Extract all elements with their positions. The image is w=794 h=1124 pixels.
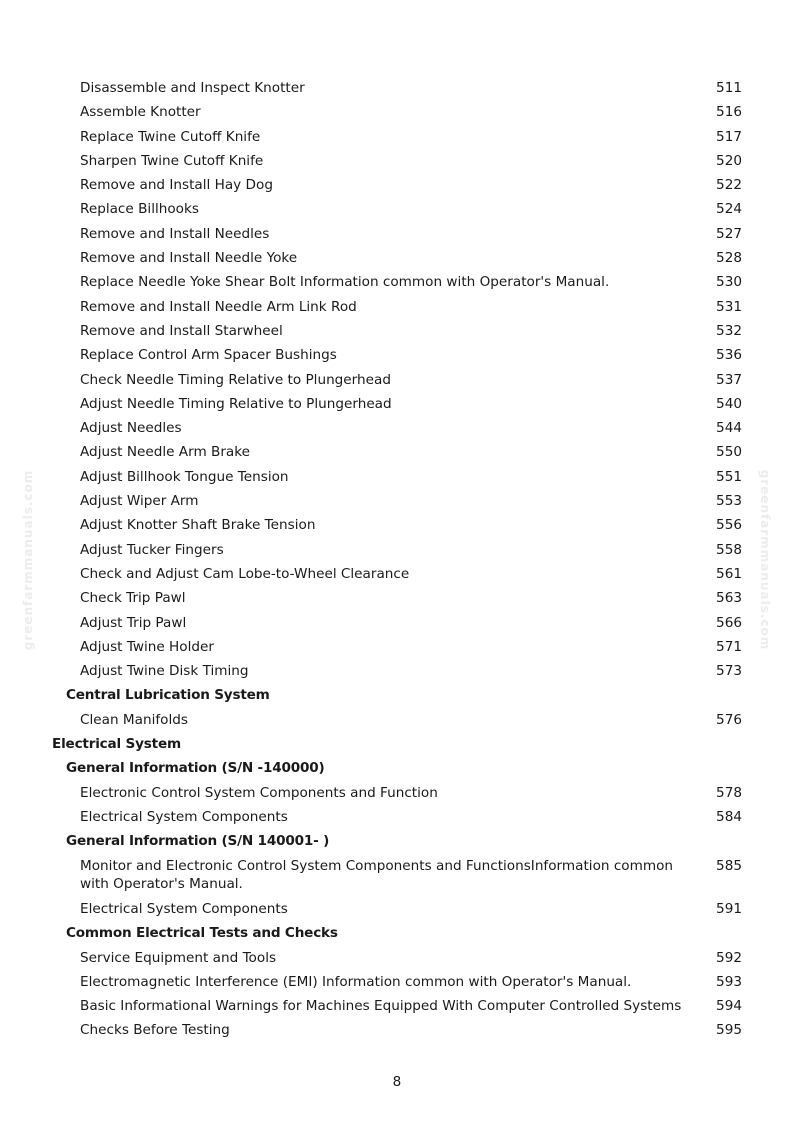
toc-entry-page: 516 [716,104,742,121]
toc-entry-page: 573 [716,663,742,680]
toc-entry-title: Replace Needle Yoke Shear Bolt Information common with Operator's Manual. [80,274,610,291]
toc-entry[interactable] [0,897,794,921]
toc-entry-page: 531 [716,298,742,315]
toc-entry[interactable] [0,100,794,124]
toc-entry-page: 594 [716,998,742,1015]
toc-entry-title: Check and Adjust Cam Lobe-to-Wheel Clearance [80,565,410,582]
toc-entry-title: Adjust Needle Timing Relative to Plungerhead [80,395,392,412]
toc-entry-title: Remove and Install Starwheel [80,322,283,339]
toc-entry-title: Adjust Wiper Arm [80,493,199,510]
toc-entry[interactable] [0,416,794,440]
toc-entry-page: 517 [716,128,742,145]
toc-entry[interactable] [0,270,794,294]
toc-entry-title: Adjust Needle Arm Brake [80,444,251,461]
toc-entry-title: Checks Before Testing [80,1022,230,1039]
toc-entry-title: Electrical System Components [80,808,288,825]
toc-entry[interactable] [0,513,794,537]
toc-entry[interactable] [0,805,794,829]
toc-entry[interactable] [0,586,794,610]
toc-entry-page: 522 [716,177,742,194]
toc-entry-title: Remove and Install Needle Yoke [80,250,298,267]
toc-entry-page: 566 [716,614,742,631]
toc-entry[interactable] [0,392,794,416]
toc-entry[interactable] [0,125,794,149]
toc-entry-page: 550 [716,444,742,461]
toc-entry[interactable] [0,197,794,221]
toc-entry-title: Adjust Needles [80,420,182,437]
toc-entry[interactable] [0,295,794,319]
toc-entry[interactable] [0,781,794,805]
toc-entry-title: General Information (S/N -140000) [66,760,325,777]
toc-entry-title: Central Lubrication System [66,687,270,704]
toc-entry-page: 520 [716,152,742,169]
toc-entry-title: Adjust Knotter Shaft Brake Tension [80,517,316,534]
toc-entry[interactable] [0,246,794,270]
page-number: 8 [392,1074,402,1090]
toc-entry-title: Adjust Billhook Tongue Tension [80,468,289,485]
toc-entry[interactable] [0,854,794,898]
toc-entry[interactable] [0,173,794,197]
toc-entry[interactable] [0,946,794,970]
toc-entry-page: 536 [716,347,742,364]
toc-entry[interactable] [0,343,794,367]
toc-entry-title: Replace Billhooks [80,201,199,218]
toc-entry-page: 527 [716,225,742,242]
toc-entry-title: Basic Informational Warnings for Machines Equipped With Computer Controlled Systems [80,998,682,1015]
toc-entry[interactable] [0,1018,794,1042]
toc-entry-title: Service Equipment and Tools [80,949,277,966]
toc-entry[interactable] [0,611,794,635]
toc-entry-page: 558 [716,541,742,558]
toc-entry-title: Electronic Control System Components and Function [80,784,438,801]
toc-entry[interactable] [0,368,794,392]
toc-entry-page: 591 [716,901,742,917]
toc-entry-page: 537 [716,371,742,388]
toc-entry-page: 528 [716,250,742,267]
toc-entry[interactable] [0,635,794,659]
toc-entry-page: 578 [716,784,742,801]
toc-entry-title: Electrical System [52,736,181,753]
toc-entry-title: Remove and Install Hay Dog [80,177,273,194]
toc-entry-title: Sharpen Twine Cutoff Knife [80,152,264,169]
toc-subheading[interactable] [0,829,794,853]
toc-entry-page: 595 [716,1022,742,1039]
toc-entry-title: Replace Control Arm Spacer Bushings [80,347,337,364]
toc-entry-page: 540 [716,395,742,412]
toc-entry-page: 561 [716,565,742,582]
toc-entry-title: Electromagnetic Interference (EMI) Information common with Operator's Manual. [80,973,632,990]
toc-entry-page: 551 [716,468,742,485]
toc-entry[interactable] [0,465,794,489]
toc-entry-title: Clean Manifolds [80,711,188,728]
toc-entry-title: Remove and Install Needles [80,225,270,242]
toc-entry-page: 593 [716,973,742,990]
toc-entry-title: Replace Twine Cutoff Knife [80,128,261,145]
toc-entry-title: Common Electrical Tests and Checks [66,925,338,942]
toc-entry[interactable] [0,149,794,173]
watermark-left: greenfarmmanuals.com [21,469,35,651]
toc-entry-page: 556 [716,517,742,534]
toc-entry-page: 511 [716,80,742,96]
toc-entry-title: General Information (S/N 140001- ) [66,833,330,850]
toc-entry-title: Assemble Knotter [80,104,201,121]
toc-entry-page: 576 [716,711,742,728]
toc-entry-page: 532 [716,322,742,339]
toc-entry-title: Check Trip Pawl [80,590,186,607]
toc-entry[interactable] [0,538,794,562]
toc-entry-page: 584 [716,808,742,825]
toc-entry-page: 592 [716,949,742,966]
toc-entry-page: 544 [716,420,742,437]
toc-entry[interactable] [0,708,794,732]
toc-entry-page: 530 [716,274,742,291]
toc-entry[interactable] [0,994,794,1018]
toc-entry[interactable] [0,970,794,994]
toc-entry-page: 585 [716,857,742,874]
toc-entry-page: 553 [716,493,742,510]
toc-entry[interactable] [0,489,794,513]
toc-entry[interactable] [0,659,794,683]
toc-heading[interactable] [0,732,794,756]
toc-entry-title: Check Needle Timing Relative to Plungerhead [80,371,391,388]
toc-entry[interactable] [0,319,794,343]
toc-entry-page: 563 [716,590,742,607]
watermark-right: greenfarmmanuals.com [758,469,772,651]
toc-entry-title: Adjust Twine Holder [80,638,214,655]
toc-entry[interactable] [0,222,794,246]
toc-entry[interactable] [0,76,794,100]
toc-entry-title: Remove and Install Needle Arm Link Rod [80,298,357,315]
toc-entry-page: 571 [716,638,742,655]
toc-entry[interactable] [0,440,794,464]
toc-entry-page: 524 [716,201,742,218]
table-of-contents [0,76,794,1043]
toc-subheading[interactable] [0,921,794,945]
toc-entry-title: Adjust Trip Pawl [80,614,187,631]
toc-entry-title: Disassemble and Inspect Knotter [80,80,305,96]
toc-subheading[interactable] [0,756,794,780]
toc-entry-title: Monitor and Electronic Control System Components and FunctionsInformation common with Operator's Manual. [80,857,674,892]
toc-entry-title: Electrical System Components [80,901,288,917]
toc-entry-title: Adjust Tucker Fingers [80,541,224,558]
toc-entry[interactable] [0,562,794,586]
toc-subheading[interactable] [0,683,794,707]
toc-entry-title: Adjust Twine Disk Timing [80,663,249,680]
